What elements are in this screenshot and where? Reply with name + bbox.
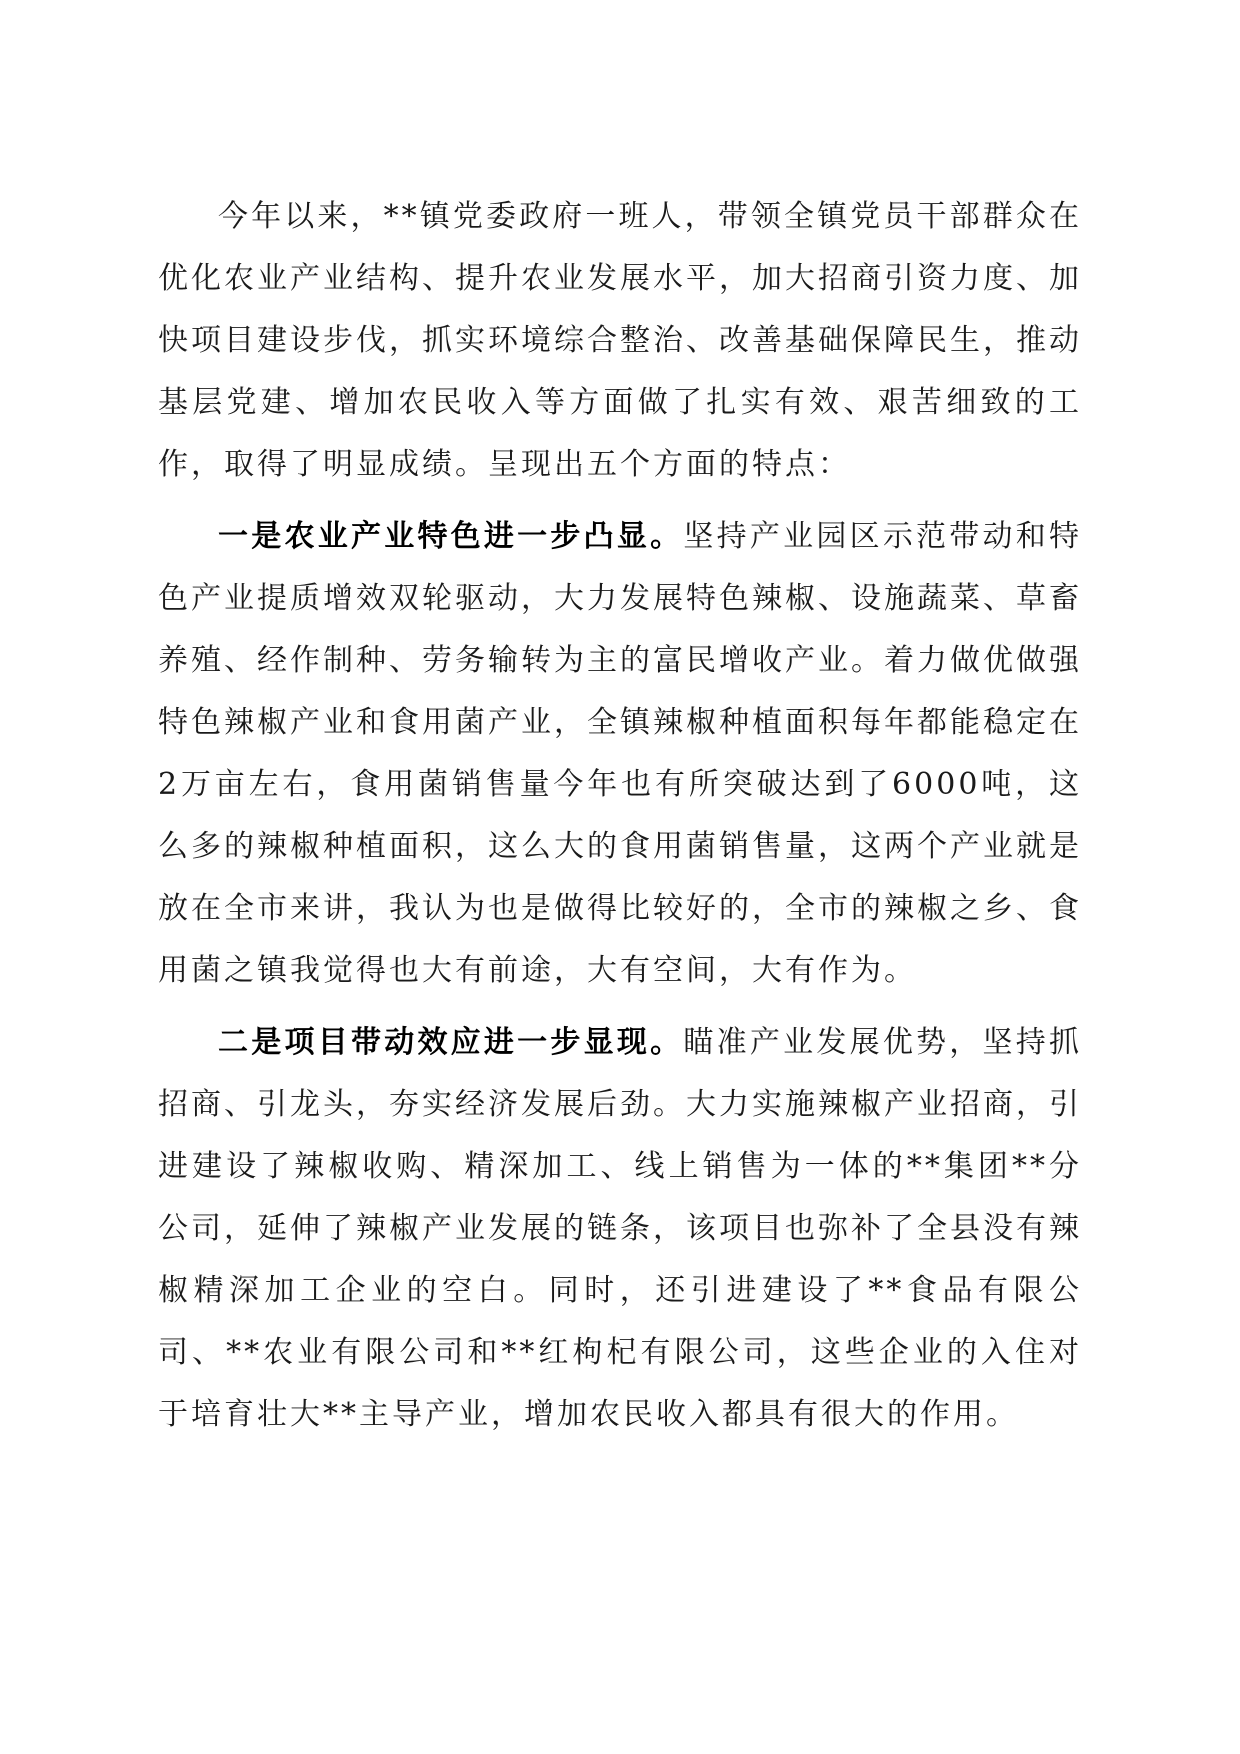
document-body — [158, 186, 1082, 1446]
paragraph-text: 今年以来，**镇党委政府一班人，带领全镇党员干部群众在优化农业产业结构、提升农业发展水平，加大招商引资力度、加快项目建设步伐，抓实环境综合整治、改善基础保障民生，推动基层党建、增加农民收入等方面做了扎实有效、艰苦细致的工作，取得了明显成绩。呈现出五个方面的特点： — [158, 199, 1082, 482]
paragraph-lead: 二是项目带动效应进一步显现。 — [218, 1025, 684, 1060]
paragraph-agriculture — [158, 506, 1082, 1002]
paragraph-text: 坚持产业园区示范带动和特色产业提质增效双轮驱动，大力发展特色辣椒、设施蔬菜、草畜养殖、经作制种、劳务输转为主的富民增收产业。着力做优做强特色辣椒产业和食用菌产业，全镇辣椒种植面积每年都能稳定在2万亩左右，食用菌销售量今年也有所突破达到了6000吨，这么多的辣椒种植面积，这么大的食用菌销售量，这两个产业就是放在全市来讲，我认为也是做得比较好的，全市的辣椒之乡、食用菌之镇我觉得也大有前途，大有空间，大有作为。 — [158, 519, 1083, 988]
paragraph-intro — [158, 186, 1082, 496]
paragraph-lead: 一是农业产业特色进一步凸显。 — [218, 519, 684, 554]
paragraph-projects — [158, 1012, 1082, 1446]
paragraph-text: 瞄准产业发展优势，坚持抓招商、引龙头，夯实经济发展后劲。大力实施辣椒产业招商，引进建设了辣椒收购、精深加工、线上销售为一体的**集团**分公司，延伸了辣椒产业发展的链条，该项目也弥补了全县没有辣椒精深加工企业的空白。同时，还引进建设了**食品有限公司、**农业有限公司和**红枸杞有限公司，这些企业的入住对于培育壮大**主导产业，增加农民收入都具有很大的作用。 — [158, 1025, 1083, 1432]
